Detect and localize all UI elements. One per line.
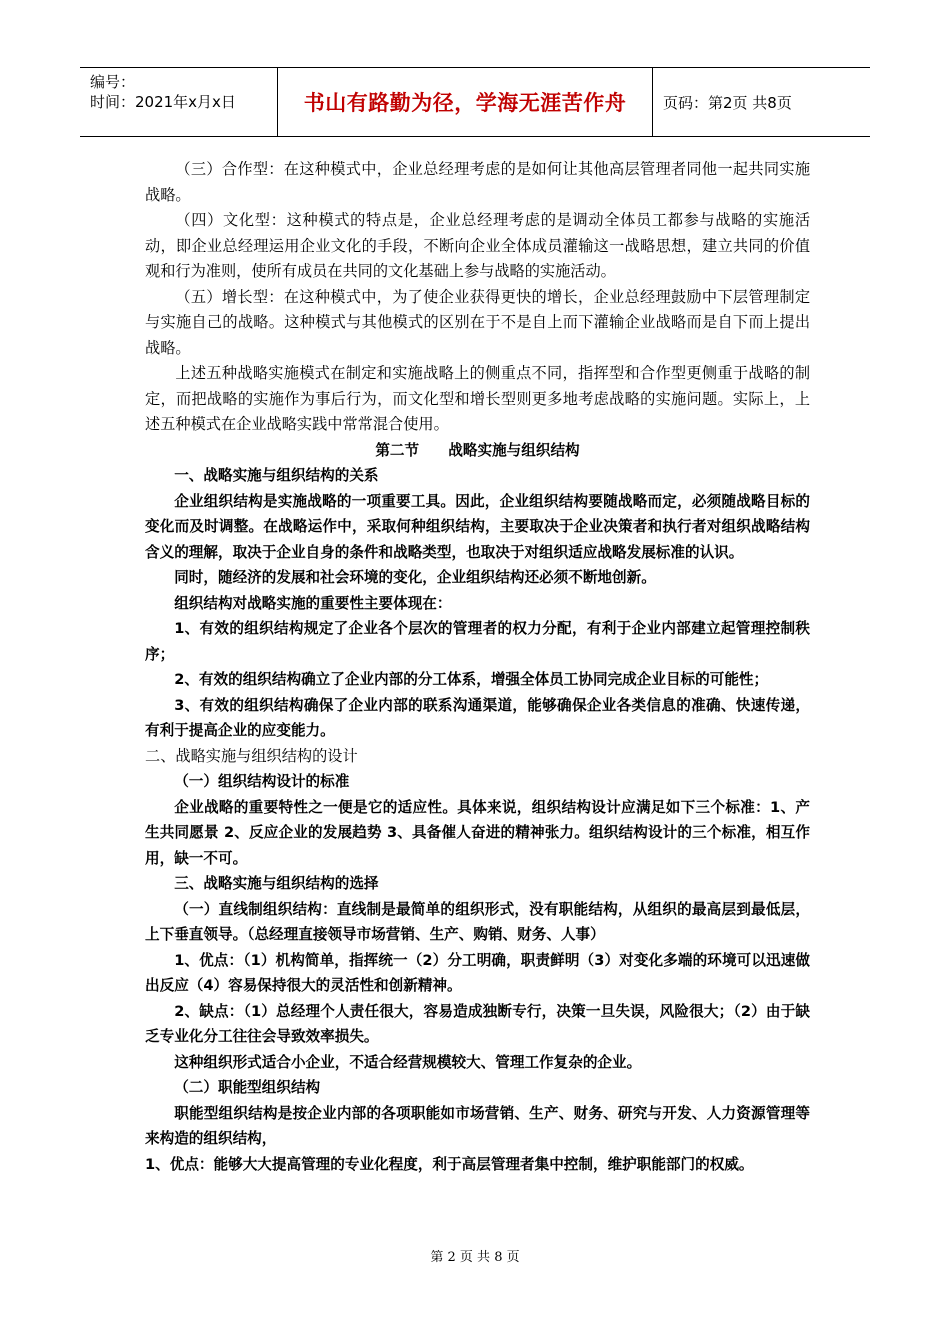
header-motto: 书山有路勤为径，学海无涯苦作舟 [278, 68, 653, 136]
paragraph: 这种组织形式适合小企业，不适合经营规模较大、管理工作复杂的企业。 [174, 1053, 642, 1071]
paragraph: （四）文化型：这种模式的特点是，企业总经理考虑的是调动全体员工都参与战略的实施活动，即企业总经理运用企业文化的手段，不断向企业全体成员灌输这一战略思想，建立共同的价值观和行为准则，使所有成员在共同的文化基础上参与战略的实施活动。 [145, 211, 810, 280]
subsection-heading: 一、战略实施与组织结构的关系 [174, 467, 379, 484]
paragraph: 上述五种战略实施模式在制定和实施战略上的侧重点不同，指挥型和合作型更侧重于战略的制定，而把战略的实施作为事后行为，而文化型和增长型则更多地考虑战略的实施问题。实际上，上述五种模式在企业战略实践中常常混合使用。 [145, 364, 810, 433]
paragraph: 同时，随经济的发展和社会环境的变化，企业组织结构还必须不断地创新。 [174, 569, 656, 586]
paragraph: 组织结构对战略实施的重要性主要体现在： [174, 594, 452, 612]
paragraph: 企业战略的重要特性之一便是它的适应性。具体来说，组织结构设计应满足如下三个标准：1、产生共同愿景 2、反应企业的发展趋势 3、具备催人奋进的精神张力。组织结构设计的三个标准，相互作用，缺一不可。 [145, 798, 810, 867]
list-item: 1、优点：能够大大提高管理的专业化程度，利于高层管理者集中控制，维护职能部门的权威。 [145, 1155, 754, 1173]
header-page-number: 页码：第2页 共8页 [663, 93, 792, 112]
document-date-label: 时间：2021年x月x日 [90, 93, 236, 111]
subsection-heading: 三、战略实施与组织结构的选择 [174, 875, 379, 892]
list-item: 1、优点：（1）机构简单，指挥统一（2）分工明确，职责鲜明（3）对变化多端的环境可以迅速做出反应（4）容易保持很大的灵活性和创新精神。 [145, 951, 810, 994]
page-header [80, 67, 870, 137]
paragraph: 职能型组织结构是按企业内部的各项职能如市场营销、生产、财务、研究与开发、人力资源管理等来构造的组织结构， [145, 1104, 810, 1147]
paragraph: （三）合作型：在这种模式中，企业总经理考虑的是如何让其他高层管理者同他一起共同实施战略。 [145, 160, 810, 204]
section-heading: 第二节 战略实施与组织结构 [375, 441, 580, 459]
list-item: 3、有效的组织结构确保了企业内部的联系沟通渠道，能够确保企业各类信息的准确、快速传递，有利于提高企业的应变能力。 [145, 696, 810, 739]
subsection-heading: （一）组织结构设计的标准 [174, 773, 350, 790]
list-item: 2、有效的组织结构确立了企业内部的分工体系，增强全体员工协同完成企业目标的可能性； [174, 671, 769, 688]
paragraph: 企业组织结构是实施战略的一项重要工具。因此，企业组织结构要随战略而定，必须随战略目标的变化而及时调整。在战略运作中，采取何种组织结构，主要取决于企业决策者和执行者对组织战略结构含义的理解，取决于企业自身的条件和战略类型，也取决于对组织适应战略发展标准的认识。 [145, 492, 810, 561]
document-body [145, 157, 810, 1177]
paragraph: （一）直线制组织结构：直线制是最简单的组织形式，没有职能结构，从组织的最高层到最低层，上下垂直领导。（总经理直接领导市场营销、生产、购销、财务、人事） [145, 900, 810, 943]
page-footer: 第 2 页 共 8 页 [430, 1250, 520, 1265]
subsection-heading: 二、战略实施与组织结构的设计 [145, 746, 358, 765]
header-meta [80, 68, 278, 136]
subsection-heading: （二）职能型组织结构 [174, 1079, 321, 1096]
list-item: 1、有效的组织结构规定了企业各个层次的管理者的权力分配，有利于企业内部建立起管理控制秩序； [145, 620, 810, 663]
document-number-label: 编号： [90, 73, 136, 91]
paragraph: （五）增长型：在这种模式中，为了使企业获得更快的增长，企业总经理鼓励中下层管理制定与实施自己的战略。这种模式与其他模式的区别在于不是自上而下灌输企业战略而是自下而上提出战略。 [145, 287, 810, 357]
list-item: 2、缺点：（1）总经理个人责任很大，容易造成独断专行，决策一旦失误，风险很大；（2）由于缺乏专业化分工往往会导致效率损失。 [145, 1002, 810, 1045]
